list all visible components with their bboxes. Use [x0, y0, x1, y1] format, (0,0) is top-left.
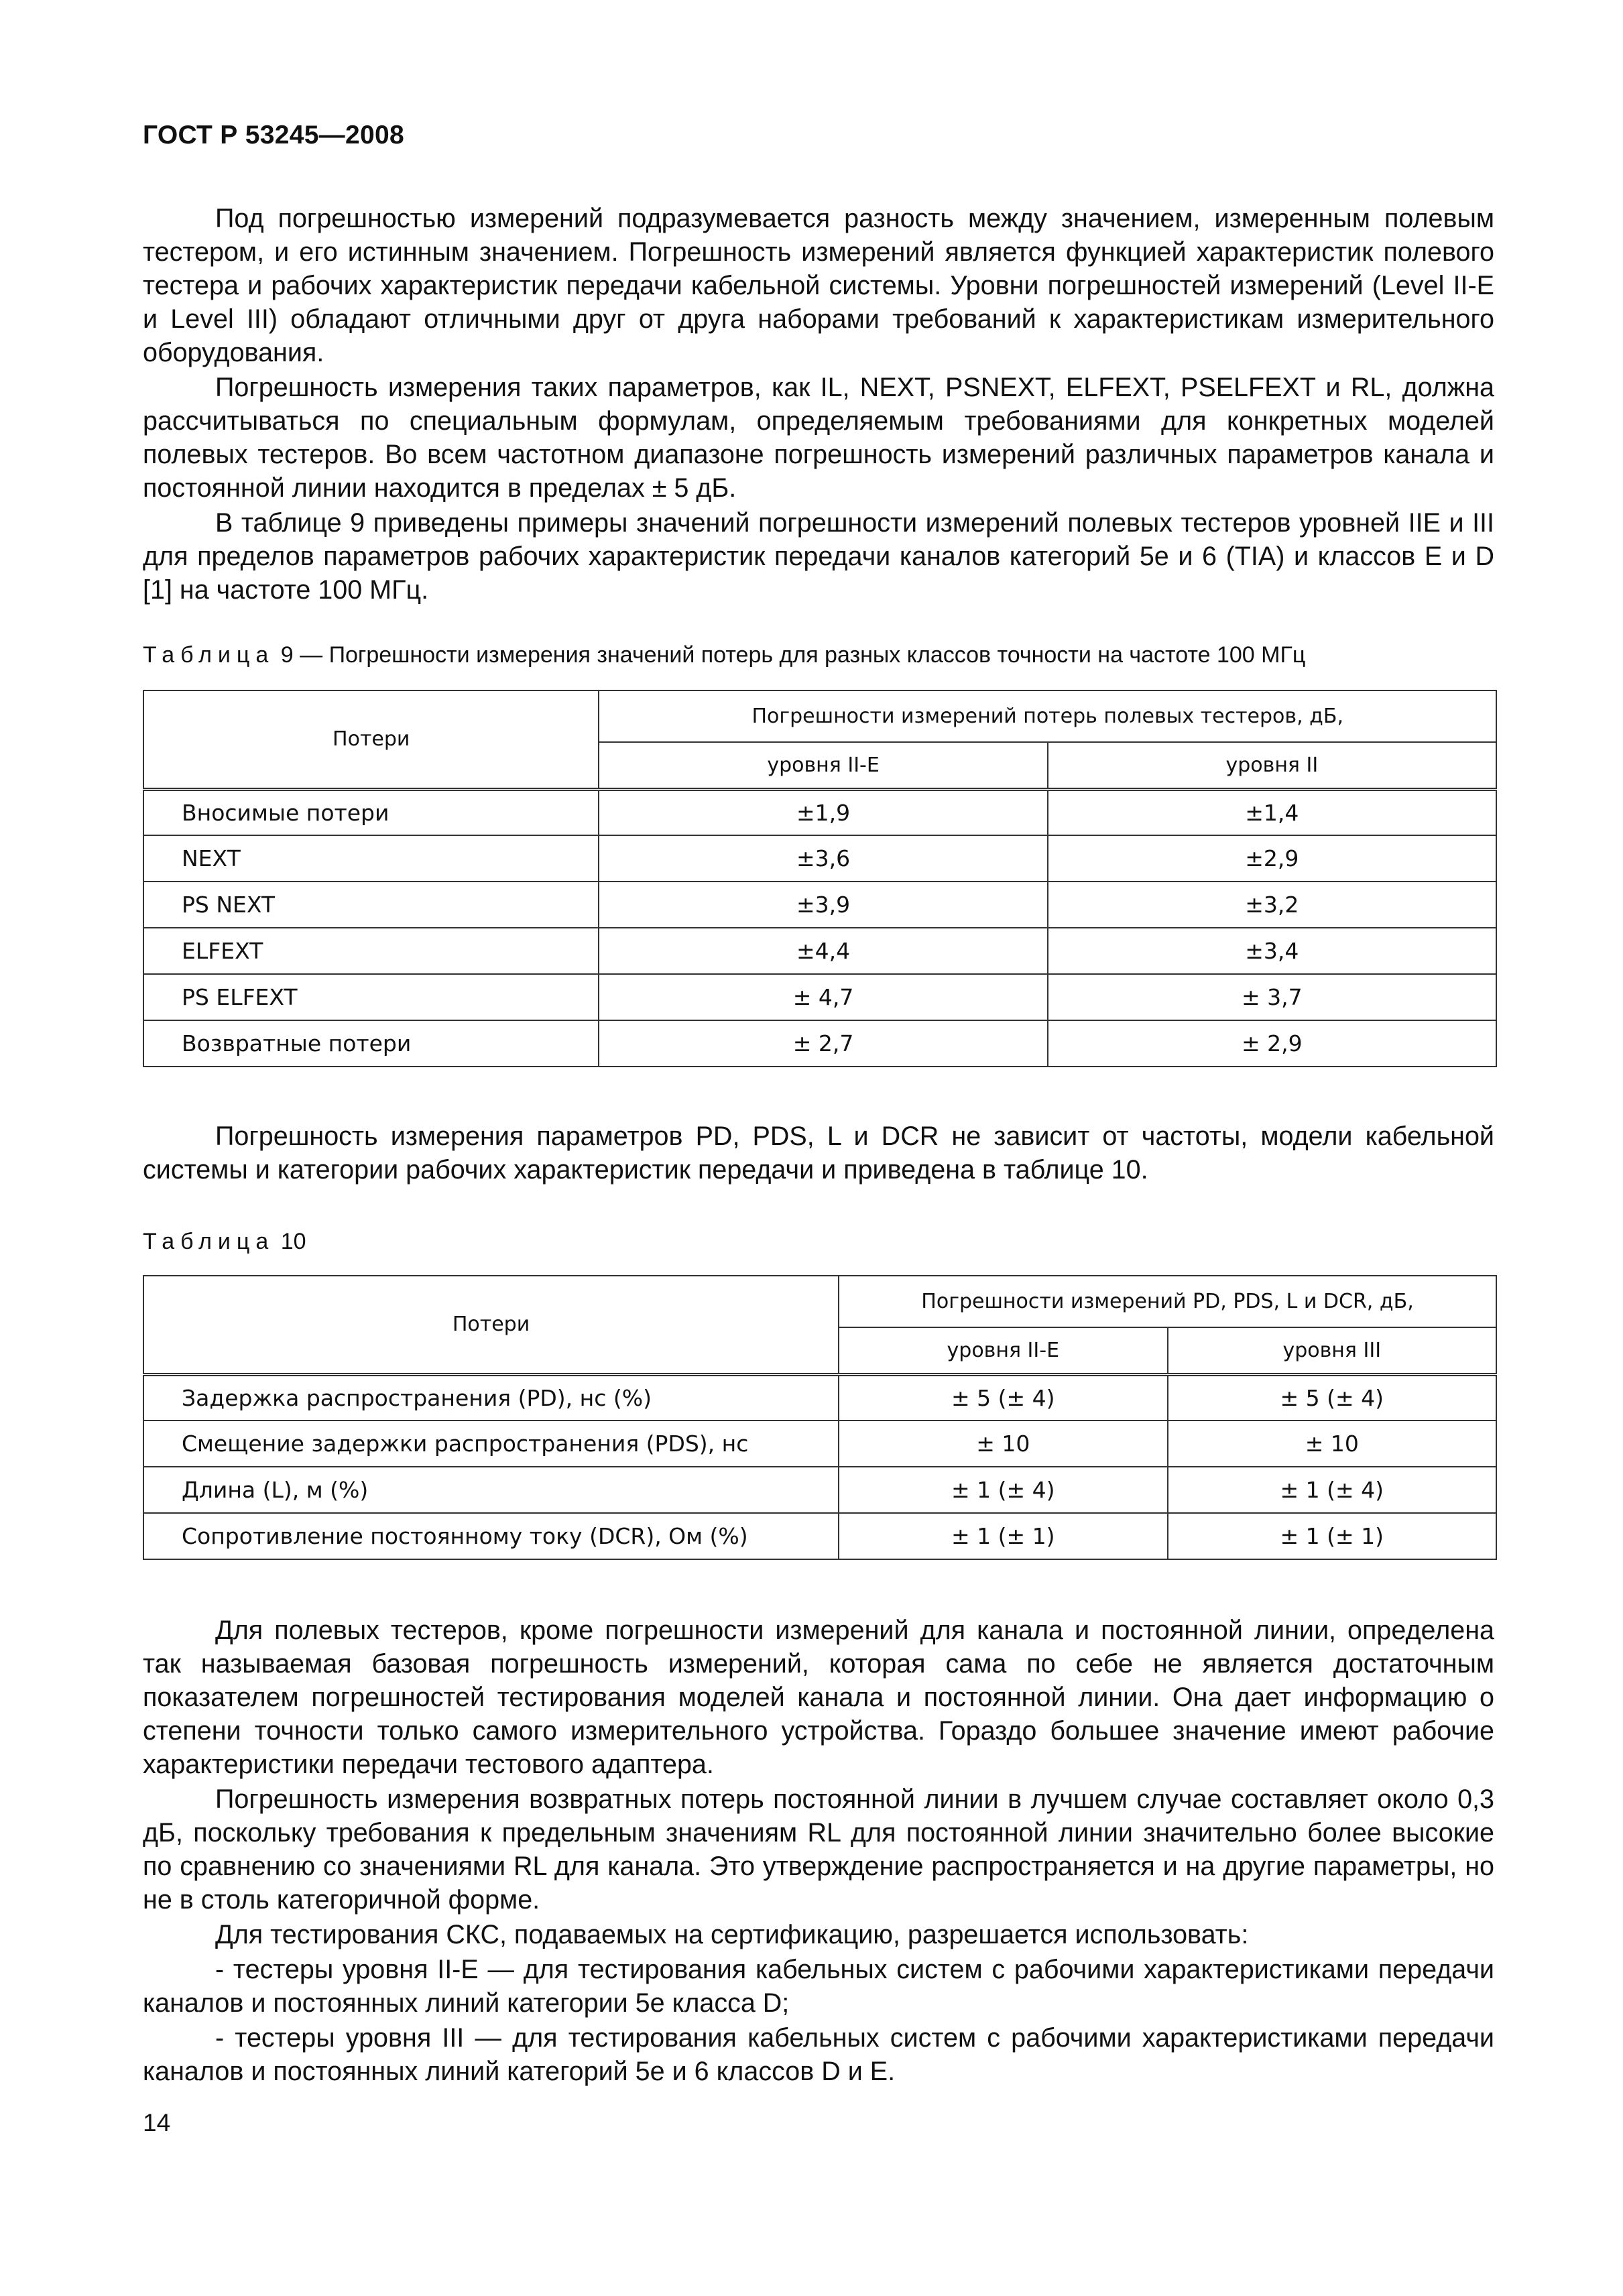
row-value-a: ±3,6	[599, 835, 1047, 882]
mid-text	[143, 1120, 1494, 1188]
header-group: Погрешности измерений потерь полевых тестеров, дБ,	[599, 690, 1496, 742]
paragraph: Погрешность измерения таких параметров, как IL, NEXT, PSNEXT, ELFEXT, PSELFEXT и RL, должна рассчитываться по специальным формулам, определяемым требованиями для конкретных моделей полевых тестеров. Во всем частотном диапазоне погрешность измерений различных параметров канала и постоянной линии находится в пределах ± 5 дБ.	[143, 373, 1494, 503]
list-item: - тестеры уровня III — для тестирования кабельных систем с рабочими характеристиками передачи каналов и постоянных линий категорий 5e и 6 классов D и E.	[143, 2023, 1494, 2086]
row-value-a: ± 2,7	[599, 1020, 1047, 1067]
row-name: PS ELFEXT	[143, 974, 599, 1020]
header-level-a: уровня II-E	[599, 742, 1047, 789]
table-row	[143, 1421, 1496, 1467]
row-value-b: ± 1 (± 4)	[1168, 1467, 1496, 1513]
table-10	[143, 1275, 1497, 1560]
row-name: Смещение задержки распространения (PDS), нс	[143, 1421, 839, 1467]
table-row	[143, 974, 1496, 1020]
list-item: - тестеры уровня II-E — для тестирования кабельных систем с рабочими характеристиками передачи каналов и постоянных линий категории 5e класса D;	[143, 1955, 1494, 2018]
row-value-a: ± 1 (± 4)	[839, 1467, 1167, 1513]
row-value-b: ± 3,7	[1048, 974, 1496, 1020]
paragraph: Погрешность измерения параметров PD, PDS, L и DCR не зависит от частоты, модели кабельной системы и категории рабочих характеристик передачи и приведена в таблице 10.	[143, 1122, 1494, 1185]
intro-text	[143, 202, 1494, 608]
closing-text	[143, 1614, 1494, 2090]
row-value-a: ±3,9	[599, 882, 1047, 928]
standard-header: ГОСТ Р 53245—2008	[143, 121, 404, 149]
table-row	[143, 1513, 1496, 1559]
table-caption-text: 9 — Погрешности измерения значений потерь для разных классов точности на частоте 100 МГц	[280, 642, 1306, 668]
row-value-b: ±3,4	[1048, 928, 1496, 974]
table-9	[143, 690, 1497, 1067]
table-row	[143, 882, 1496, 928]
row-value-b: ±3,2	[1048, 882, 1496, 928]
row-name: Вносимые потери	[143, 789, 599, 835]
header-level-b: уровня III	[1168, 1327, 1496, 1374]
paragraph: Погрешность измерения возвратных потерь постоянной линии в лучшем случае составляет около 0,3 дБ, поскольку требования к предельным значениям RL для постоянной линии значительно более высокие по сравнению со значениями RL для канала. Это утверждение распространяется и на другие параметры, но не в столь категоричной форме.	[143, 1785, 1494, 1915]
row-value-b: ±1,4	[1048, 789, 1496, 835]
row-value-b: ± 5 (± 4)	[1168, 1374, 1496, 1421]
row-value-b: ± 10	[1168, 1421, 1496, 1467]
table-row	[143, 1374, 1496, 1421]
page-number: 14	[143, 2109, 171, 2136]
row-name: Сопротивление постоянному току (DCR), Ом (%)	[143, 1513, 839, 1559]
header-losses: Потери	[143, 690, 599, 789]
paragraph: Для полевых тестеров, кроме погрешности измерений для канала и постоянной линии, определена так называемая базовая погрешность измерений, которая сама по себе не является достаточным показателем погрешностей тестирования моделей канала и постоянной линии. Она дает информацию о степени точности только самого измерительного устройства. Гораздо большее значение имеют рабочие характеристики передачи тестового адаптера.	[143, 1616, 1494, 1779]
table10-caption	[143, 1229, 306, 1255]
row-name: ELFEXT	[143, 928, 599, 974]
row-value-a: ± 1 (± 1)	[839, 1513, 1167, 1559]
header-losses: Потери	[143, 1276, 839, 1374]
header-group: Погрешности измерений PD, PDS, L и DCR, дБ,	[839, 1276, 1496, 1327]
table-row	[143, 789, 1496, 835]
table-caption-word: Таблица	[143, 1229, 275, 1254]
table-caption-text: 10	[280, 1229, 306, 1254]
paragraph: Под погрешностью измерений подразумевается разность между значением, измеренным полевым тестером, и его истинным значением. Погрешность измерений является функцией характеристик полевого тестера и рабочих характеристик передачи кабельной системы. Уровни погрешностей измерений (Level II-E и Level III) обладают отличными друг от друга наборами требований к характеристикам измерительного оборудования.	[143, 204, 1494, 367]
row-name: Длина (L), м (%)	[143, 1467, 839, 1513]
row-value-a: ±1,9	[599, 789, 1047, 835]
row-value-b: ±2,9	[1048, 835, 1496, 882]
row-value-b: ± 1 (± 1)	[1168, 1513, 1496, 1559]
table-caption-word: Таблица	[143, 642, 275, 668]
row-value-a: ± 4,7	[599, 974, 1047, 1020]
row-value-b: ± 2,9	[1048, 1020, 1496, 1067]
row-name: NEXT	[143, 835, 599, 882]
row-name: Задержка распространения (PD), нс (%)	[143, 1374, 839, 1421]
header-level-b: уровня II	[1048, 742, 1496, 789]
table-row	[143, 1467, 1496, 1513]
row-value-a: ± 10	[839, 1421, 1167, 1467]
row-name: PS NEXT	[143, 882, 599, 928]
paragraph: Для тестирования СКС, подаваемых на сертификацию, разрешается использовать:	[215, 1920, 1249, 1949]
header-level-a: уровня II-E	[839, 1327, 1167, 1374]
row-value-a: ± 5 (± 4)	[839, 1374, 1167, 1421]
paragraph: В таблице 9 приведены примеры значений погрешности измерений полевых тестеров уровней IIE и III для пределов параметров рабочих характеристик передачи каналов категорий 5e и 6 (TIA) и классов E и D [1] на частоте 100 МГц.	[143, 508, 1494, 605]
table9-caption	[143, 642, 1305, 668]
row-name: Возвратные потери	[143, 1020, 599, 1067]
table-row	[143, 1020, 1496, 1067]
table-row	[143, 835, 1496, 882]
table-row	[143, 928, 1496, 974]
row-value-a: ±4,4	[599, 928, 1047, 974]
